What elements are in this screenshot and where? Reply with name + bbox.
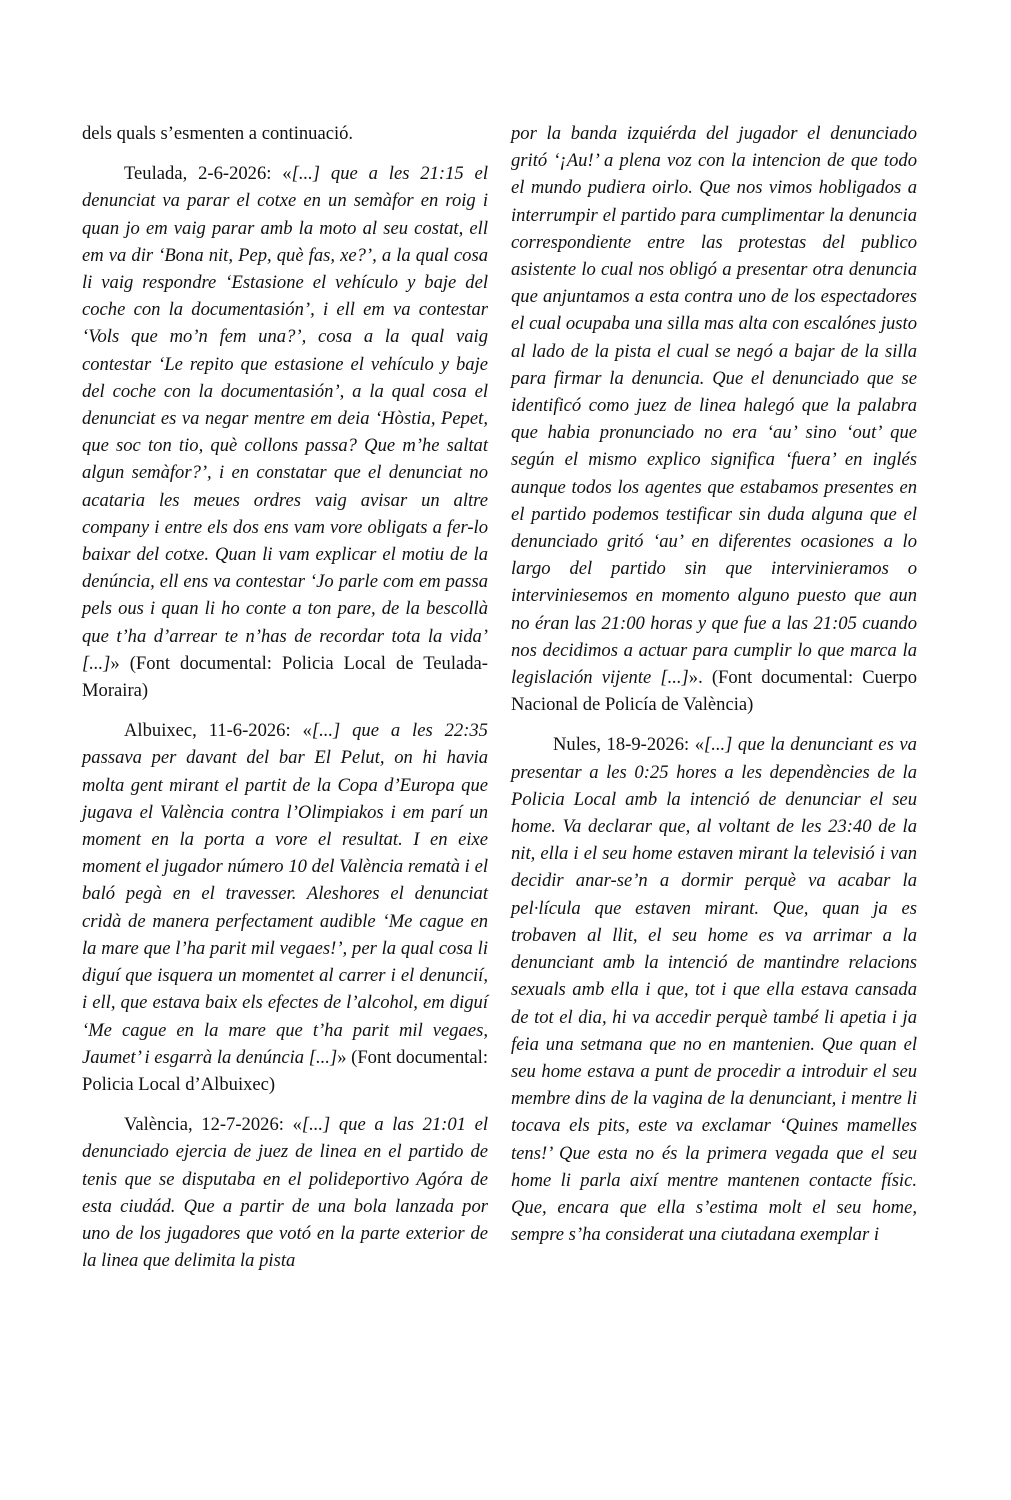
- intro-text: dels quals s’esmenten a continuació.: [82, 123, 354, 144]
- teulada-sep: : «: [266, 163, 292, 185]
- valencia-place-date: València, 12-7-2026: [124, 1114, 279, 1136]
- valencia-paragraph-start: [82, 1111, 488, 1274]
- valencia-paragraph-cont: [511, 120, 917, 718]
- albuixec-quote: [...] que a les 22:35 passava per davant del bar El Pelut, on hi havia molta gent mirant el partit de la Copa d’Europa que jugava el València contra l’Olimpiakos i em parí un moment en la porta a vore el resultat. I en eixe moment el jugador número 10 del València rematà i el baló pegà en el travesser. Aleshores el denunciat cridà de manera perfectament audible ‘Me cague en la mare que l’ha parit mil vegaes!’, per la qual cosa li diguí que isquera un momentet al carrer i el denuncií, i ell, que estava baix els efectes de l’alcohol, em diguí ‘Me cague en la mare que t’ha parit mil vegaes, Jaumet’ i esgarrà la denúncia [...]: [82, 720, 488, 1068]
- nules-quote: [...] que la denunciant es va presentar a les 0:25 hores a les dependències de la Policia Local amb la intenció de denunciar el seu home. Va declarar que, al voltant de les 23:40 de la nit, ella i el seu home estaven mirant la televisió i van decidir anar-se’n a dormir perquè va acabar la pel·lícula que estaven mirant. Que, quan ja es trobaven al llit, el seu home es va arrimar a la denunciant amb la intenció de mantindre relacions sexuals amb ella i que, tot i que ella estava cansada de tot el dia, hi va accedir perquè també li apetia i ja feia una setmana que no en mantenien. Que quan el seu home estava a punt de procedir a introduir el seu membre dins de la vagina de la denunciant, i mentre li tocava els pits, este va exclamar ‘Quines mamelles tens!’ Que esta no és la primera vegada que el seu home li parla així mentre mantenen contacte físic. Que, encara que ella s’estima molt el seu home, sempre s’ha considerat una ciutadana exemplar i: [511, 734, 917, 1246]
- nules-place-date: Nules, 18-9-2026: [553, 734, 685, 756]
- albuixec-source: » (Font documental: Policia Local d’Albuixec): [82, 1046, 489, 1095]
- teulada-place-date: Teulada, 2-6-2026: [124, 163, 267, 185]
- intro-paragraph: [82, 120, 488, 147]
- albuixec-paragraph: [82, 717, 488, 1098]
- left-column: [82, 120, 488, 1287]
- albuixec-sep: : «: [285, 720, 312, 742]
- valencia-sep: : «: [278, 1114, 302, 1136]
- teulada-quote: [...] que a les 21:15 el denunciat va parar el cotxe en un semàfor en roig i quan jo em vaig parar amb la moto al seu costat, ell em va dir ‘Bona nit, Pep, què fas, xe?’, a la qual cosa li vaig respondre ‘Estasione el vehículo y baje del coche con la documentasión’, i ell em va contestar ‘Vols que mo’n fem una?’, cosa a la qual vaig contestar ‘Le repito que estasione el vehículo y baje del coche con la documentasión’, a la qual cosa el denunciat es va negar mentre em deia ‘Hòstia, Pepet, que soc ton tio, què collons passa? Que m’he saltat algun semàfor?’, i en constatar que el denunciat no acataria les meues ordres vaig avisar un altre company i entre els dos ens vam vore obligats a fer-lo baixar del cotxe. Quan li vam explicar el motiu de la denúncia, ell ens va contestar ‘Jo parle com em passa pels ous i quan li ho conte a ton pare, de la bescollà que t’ha d’arrear te n’has de recordar tota la vida’ [...]: [82, 163, 488, 674]
- valencia-quote-cont: por la banda izquiérda del jugador el denunciado gritó ‘¡Au!’ a plena voz con la intencion de que todo el mundo pudiera oirlo. Que nos vimos hobligados a interrumpir el partido para cumplimentar la denuncia correspondiente entre las protestas del publico asistente lo cual nos obligó a presentar otra denuncia que anjuntamos a esta contra uno de los espectadores el cual ocupaba una silla mas alta con escalónes justo al lado de la pista el cual se negó a bajar de la silla para firmar la denuncia. Que el denunciado que se identificó como juez de linea halegó que la palabra que habia pronunciado no era ‘au’ sino ‘out’ que según el mismo explico significa ‘fuera’ en inglés aunque todos los agentes que estabamos presentes en el partido podemos testificar sin duda alguna que el denunciado gritó ‘au’ en diferentes ocasiones a lo largo del partido sin que intervinieramos o interviniesemos en momento alguno puesto que aun no éran las 21:00 horas y que fue a las 21:05 cuando nos decidimos a actuar para cumplir lo que marca la legislación vijente [...]: [511, 123, 917, 689]
- valencia-quote-start: [...] que a las 21:01 el denunciado ejercia de juez de linea en el partido de tenis que se disputaba en el polideportivo Agóra de esta ciudád. Que a partir de una bola lanzada por uno de los jugadores que votó en la parte exterior de la linea que delimita la pista: [82, 1114, 488, 1272]
- albuixec-place-date: Albuixec, 11-6-2026: [124, 720, 286, 742]
- teulada-source: » (Font documental: Policia Local de Teulada-Moraira): [82, 652, 488, 702]
- nules-paragraph: [511, 731, 917, 1248]
- right-column: [511, 120, 917, 1261]
- nules-sep: : «: [684, 734, 704, 756]
- valencia-source: ». (Font documental: Cuerpo Nacional de Policía de València): [511, 667, 917, 716]
- teulada-paragraph: [82, 160, 488, 704]
